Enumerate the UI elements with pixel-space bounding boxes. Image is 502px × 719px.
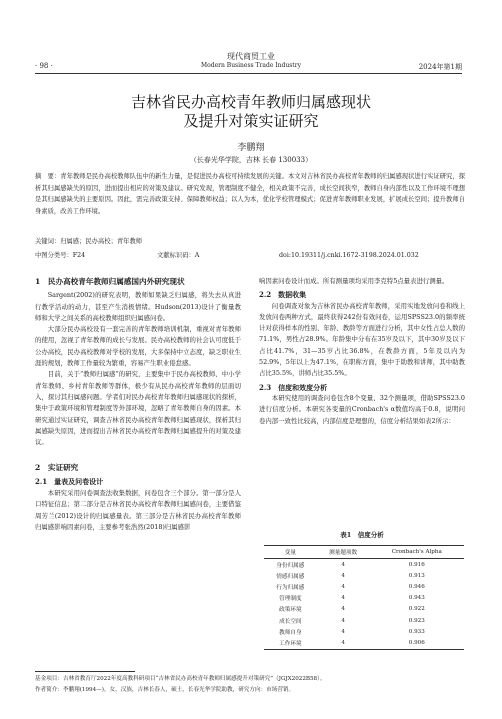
table-cell: 0.943 xyxy=(408,595,425,602)
section-heading-1: 1 民办高校青年教师归属感国内外研究现状 xyxy=(35,277,185,286)
table-cell: 4 xyxy=(341,561,345,568)
table-cell: 0.922 xyxy=(408,606,425,613)
table-row xyxy=(264,626,464,637)
paragraph: Sargent(2002)的研究表明，教师如果缺乏归属感，将失去从真进行教学活动的动力，甚至产生消极情绪。Hudson(2013)设计了衡量教师和大学之间关系的高校教师组织归属感问卷。 xyxy=(35,291,241,322)
table-row xyxy=(264,637,464,649)
page-number: · 98 · xyxy=(35,62,53,70)
journal-name-en: Modern Business Trade Industry xyxy=(201,62,301,69)
author-bio-footnote: 作者简介：李鹏翔(1994—)，女，汉族，吉林长春人，硕士，长春光华学院助教，研究方向：市场营销。 xyxy=(35,687,295,693)
subsection-heading-2-2: 2.2 数据收集 xyxy=(259,290,307,300)
table-cell: 0.933 xyxy=(408,628,425,635)
table-row xyxy=(264,604,464,615)
document-code: 文献标识码：A xyxy=(157,252,200,259)
table-row xyxy=(264,593,464,604)
paragraph: 响因素问卷设计而成。所有测量项均采用李克特5点量表进行测量。 xyxy=(259,277,449,285)
table-cell: 0.906 xyxy=(370,637,465,649)
paragraph: 问卷调查对象为吉林省民办高校青年教师，采用实地发放问卷和线上发放问卷两种方式，最终获得242份有效问卷，运用SPSS23.0的频率统计对获得样本的性别、年龄、教龄等方面进行分析，其中女性占总人数的71.1%，男性占28.9%。年龄集中分布在35岁及以下，其中30岁及以下占比41.7%，31—35岁占比36.8%，在教龄方面，5年及以内为52.9%，5年以上为47.1%，在职称方面，集中于助教和讲师，其中助教占比35.5%，讲师占比35.5%。 xyxy=(259,301,465,378)
table-cell: 4 xyxy=(341,572,345,579)
table-cell: 4 xyxy=(317,637,370,649)
keywords: 关键词：归属感；民办高校；青年教师 xyxy=(35,238,143,245)
table-cell: 身份归属感 xyxy=(276,562,305,569)
table-cell: 4 xyxy=(341,595,345,602)
footnote-rule xyxy=(35,671,135,672)
table-cell: 0.916 xyxy=(408,561,425,568)
table-cell: 行为归属感 xyxy=(276,584,305,591)
table-cell: 4 xyxy=(341,617,345,624)
table-cell: 成长空间 xyxy=(279,618,302,625)
paragraph: 本研究使用的调查问卷包含8个变量、32个测量项，借助SPSS23.0进行信度分析。本研究各变量的Cronbach's α数值均高于0.8，说明问卷内部一致性比较高，内部信度是理想的，信度分析结果如表2所示： xyxy=(259,393,465,425)
table-cell: 4 xyxy=(341,606,345,613)
journal-name: 现代商贸工业 xyxy=(227,52,275,61)
column-header: 变量 xyxy=(264,546,317,559)
left-column xyxy=(35,276,241,533)
table-row xyxy=(264,559,464,571)
paragraph: 本研究采用问卷调查法收集数据，问卷包含三个部分。第一部分是人口特征信息；第二部分是吉林省民办高校青年教师归属感问卷，主要借鉴周芳兰(2012)设计的归属感量表。第三部分是吉林省民办高校青年教师归属感影响因素问卷，主要参考张浩然(2018)归属感影 xyxy=(35,489,241,531)
reliability-table xyxy=(264,545,464,650)
issue-label: 2024年第1期 xyxy=(418,63,462,71)
paper-title-line2: 及提升对策实证研究 xyxy=(183,112,319,130)
table-caption: 表1 信度分析 xyxy=(340,531,384,539)
classification-line xyxy=(35,250,465,259)
right-column xyxy=(259,276,465,427)
table-row xyxy=(264,581,464,592)
header-rule xyxy=(35,73,462,74)
table-cell: 4 xyxy=(341,583,345,590)
table-cell: 0.913 xyxy=(408,572,425,579)
subsection-heading-2-3: 2.3 信度和效度分析 xyxy=(259,382,328,392)
table-cell: 0.946 xyxy=(408,583,425,590)
table-row xyxy=(264,570,464,581)
doi: doi:10.19311/j.cnki.1672-3198.2024.01.032 xyxy=(279,252,419,259)
clc-number: 中图分类号：F24 xyxy=(35,252,86,259)
section-heading-2: 2 实证研究 xyxy=(35,463,79,473)
table-cell: 4 xyxy=(341,628,345,635)
table-row xyxy=(264,615,464,626)
affiliation: （长春光华学院，吉林 长春 130033） xyxy=(189,156,313,164)
subsection-heading-2-1: 2.1 量表及问卷设计 xyxy=(35,476,104,486)
column-header: 测量题项数 xyxy=(317,546,370,559)
paper-title-line1: 吉林省民办高校青年教师归属感现状 xyxy=(130,93,371,111)
author-name: 李鹏翔 xyxy=(237,143,265,153)
abstract: 摘 要：青年教师是民办高校教师队伍中的新生力量，是促进民办高校可持续发展的关键。本文对吉林省民办高校青年教师的归属感现状进行实证研究，探析其归属感缺失的原因，进而提出相应的对策及建议。研究发现，管理制度不健全，相关政策不完善，成长空间狭窄，教师自身内部性以及工作环境不理想是其归属感缺失的主要原因。因此，需完善政策支持、保障教师权益；以人为本，优化学校管理模式；促进青年教师职业发展，扩展成长空间；提升教师自身素质，改善工作环境。 xyxy=(35,173,465,215)
table-cell: 政策环境 xyxy=(279,607,302,614)
fund-footnote: 基金项目：吉林省教育厅2022年度高教科研项目“吉林省民办高校青年教师归属感提升对策研究”（JGJX2022B58）。 xyxy=(35,676,326,682)
paragraph: 大部分民办高校设有一套完善的青年教师培训机制，重视对青年教师的使用，忽视了青年教师的成长与发展。民办高校教师的社会认可度低于公办高校，民办高校教师对学校的发展，大多保持中立态度，缺乏职业生涯的规划，教师工作量较为繁重，容易产生职业倦怠感。 xyxy=(35,325,241,368)
paragraph: 目前，关于“教师归属感”的研究，主要集中于民办高校教师、中小学青年教师、乡村青年教师等群体，极少有从民办高校青年教师的层面切入，探讨其归属感问题。学者们对民办高校青年教师归属感现状的探析，集中于政策环境和管理制度等外部环境，忽略了青年教师自身的因素。本研究通过实证研究，调查吉林省民办高校青年教师归属感现状，探析其归属感缺失原因，进而提出吉林省民办高校青年教师归属感提升的对策及建议。 xyxy=(35,370,241,447)
column-header: Cronbach's Alpha xyxy=(370,546,465,559)
table-cell: 情感归属感 xyxy=(276,573,305,580)
table-cell: 教师自身 xyxy=(279,629,302,636)
table-header-row xyxy=(264,546,464,559)
table-cell: 0.923 xyxy=(408,617,425,624)
table-cell: 管理制度 xyxy=(279,596,302,603)
table-cell: 工作环境 xyxy=(264,637,317,649)
